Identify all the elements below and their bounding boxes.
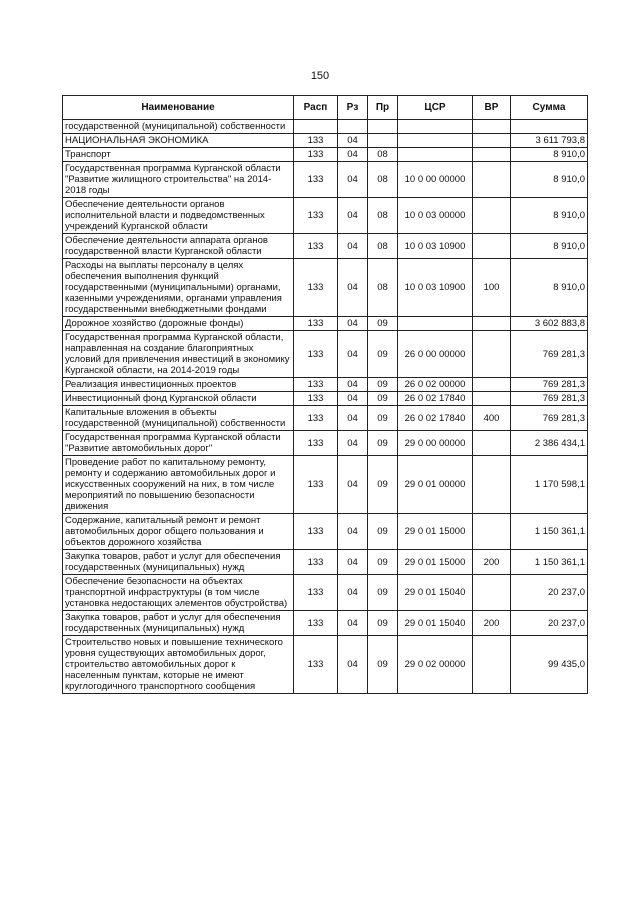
cell-rz: 04 (338, 134, 368, 148)
table-row (63, 514, 588, 550)
cell-sum: 8 910,0 (511, 259, 588, 317)
cell-pr: 09 (368, 575, 398, 611)
cell-sum: 99 435,0 (511, 636, 588, 694)
cell-rasp: 133 (294, 406, 338, 431)
table-row (63, 198, 588, 234)
cell-vr (473, 198, 511, 234)
cell-name: Капитальные вложения в объекты государственной (муниципальной) собственности (63, 406, 294, 431)
table-row (63, 575, 588, 611)
cell-sum: 1 150 361,1 (511, 514, 588, 550)
cell-rasp: 133 (294, 431, 338, 456)
cell-csr (398, 317, 473, 331)
cell-rasp: 133 (294, 636, 338, 694)
cell-rasp: 133 (294, 134, 338, 148)
cell-pr: 09 (368, 317, 398, 331)
cell-rz: 04 (338, 611, 368, 636)
cell-vr (473, 234, 511, 259)
header-sum: Сумма (511, 96, 588, 120)
table-row (63, 162, 588, 198)
cell-pr: 08 (368, 198, 398, 234)
table-row (63, 456, 588, 514)
cell-pr: 09 (368, 611, 398, 636)
cell-rz: 04 (338, 259, 368, 317)
cell-pr: 08 (368, 162, 398, 198)
cell-rasp: 133 (294, 392, 338, 406)
cell-rasp: 133 (294, 234, 338, 259)
cell-sum: 769 281,3 (511, 331, 588, 378)
cell-rz: 04 (338, 331, 368, 378)
cell-rz (338, 120, 368, 134)
cell-vr (473, 456, 511, 514)
cell-vr (473, 331, 511, 378)
cell-name: государственной (муниципальной) собственности (63, 120, 294, 134)
cell-rz: 04 (338, 406, 368, 431)
table-row (63, 331, 588, 378)
cell-csr: 29 0 02 00000 (398, 636, 473, 694)
cell-vr (473, 162, 511, 198)
cell-vr (473, 148, 511, 162)
cell-pr: 08 (368, 259, 398, 317)
cell-pr: 09 (368, 331, 398, 378)
table-row (63, 148, 588, 162)
cell-csr: 29 0 01 15040 (398, 575, 473, 611)
cell-sum: 8 910,0 (511, 198, 588, 234)
cell-name: НАЦИОНАЛЬНАЯ ЭКОНОМИКА (63, 134, 294, 148)
cell-vr (473, 120, 511, 134)
cell-sum: 20 237,0 (511, 611, 588, 636)
cell-name: Дорожное хозяйство (дорожные фонды) (63, 317, 294, 331)
cell-name: Инвестиционный фонд Курганской области (63, 392, 294, 406)
cell-csr: 29 0 01 00000 (398, 456, 473, 514)
cell-name: Государственная программа Курганской области "Развитие жилищного строительства" на 2014-2018 годы (63, 162, 294, 198)
cell-csr: 26 0 02 00000 (398, 378, 473, 392)
cell-sum: 1 150 361,1 (511, 550, 588, 575)
cell-csr: 10 0 03 00000 (398, 198, 473, 234)
cell-rasp: 133 (294, 331, 338, 378)
cell-rz: 04 (338, 575, 368, 611)
page-number: 150 (310, 70, 330, 82)
cell-csr: 26 0 02 17840 (398, 392, 473, 406)
cell-rz: 04 (338, 162, 368, 198)
cell-rz: 04 (338, 198, 368, 234)
cell-csr: 10 0 03 10900 (398, 234, 473, 259)
cell-pr: 09 (368, 378, 398, 392)
cell-csr (398, 148, 473, 162)
cell-sum: 20 237,0 (511, 575, 588, 611)
cell-vr (473, 431, 511, 456)
cell-vr (473, 575, 511, 611)
table-row (63, 317, 588, 331)
header-rasp: Расп (294, 96, 338, 120)
cell-pr: 09 (368, 406, 398, 431)
cell-csr: 26 0 02 17840 (398, 406, 473, 431)
table-row (63, 611, 588, 636)
cell-name: Закупка товаров, работ и услуг для обеспечения государственных (муниципальных) нужд (63, 550, 294, 575)
cell-rz: 04 (338, 456, 368, 514)
cell-pr (368, 134, 398, 148)
cell-name: Содержание, капитальный ремонт и ремонт автомобильных дорог общего пользования и объектов дорожного хозяйства (63, 514, 294, 550)
header-rz: Рз (338, 96, 368, 120)
cell-sum: 8 910,0 (511, 148, 588, 162)
cell-rasp: 133 (294, 514, 338, 550)
cell-csr: 29 0 00 00000 (398, 431, 473, 456)
cell-pr: 09 (368, 456, 398, 514)
cell-rz: 04 (338, 514, 368, 550)
cell-rasp (294, 120, 338, 134)
cell-sum: 2 386 434,1 (511, 431, 588, 456)
cell-name: Обеспечение безопасности на объектах транспортной инфраструктуры (в том числе установка недостающих элементов обустройства) (63, 575, 294, 611)
cell-rasp: 133 (294, 148, 338, 162)
cell-rasp: 133 (294, 456, 338, 514)
table-row (63, 431, 588, 456)
table-row (63, 550, 588, 575)
cell-sum: 3 611 793,8 (511, 134, 588, 148)
cell-rz: 04 (338, 636, 368, 694)
cell-rz: 04 (338, 431, 368, 456)
cell-name: Обеспечение деятельности органов исполнительной власти и подведомственных учреждений Курганской области (63, 198, 294, 234)
budget-table (62, 95, 588, 694)
cell-rasp: 133 (294, 378, 338, 392)
cell-pr (368, 120, 398, 134)
cell-csr (398, 120, 473, 134)
cell-pr: 08 (368, 148, 398, 162)
cell-csr (398, 134, 473, 148)
cell-rasp: 133 (294, 575, 338, 611)
header-name: Наименование (63, 96, 294, 120)
cell-name: Закупка товаров, работ и услуг для обеспечения государственных (муниципальных) нужд (63, 611, 294, 636)
cell-name: Реализация инвестиционных проектов (63, 378, 294, 392)
cell-name: Государственная программа Курганской области "Развитие автомобильных дорог" (63, 431, 294, 456)
header-pr: Пр (368, 96, 398, 120)
cell-sum: 769 281,3 (511, 392, 588, 406)
cell-name: Транспорт (63, 148, 294, 162)
header-vr: ВР (473, 96, 511, 120)
cell-vr (473, 514, 511, 550)
cell-sum: 8 910,0 (511, 234, 588, 259)
cell-name: Обеспечение деятельности аппарата органов государственной власти Курганской области (63, 234, 294, 259)
table-row (63, 120, 588, 134)
table-row (63, 406, 588, 431)
cell-sum: 769 281,3 (511, 406, 588, 431)
cell-pr: 09 (368, 550, 398, 575)
cell-sum: 1 170 598,1 (511, 456, 588, 514)
cell-csr: 10 0 00 00000 (398, 162, 473, 198)
cell-rz: 04 (338, 550, 368, 575)
cell-csr: 29 0 01 15000 (398, 550, 473, 575)
cell-csr: 26 0 00 00000 (398, 331, 473, 378)
table-row (63, 134, 588, 148)
cell-vr (473, 392, 511, 406)
cell-vr (473, 636, 511, 694)
cell-csr: 29 0 01 15000 (398, 514, 473, 550)
cell-pr: 09 (368, 636, 398, 694)
table-row (63, 392, 588, 406)
cell-csr: 29 0 01 15040 (398, 611, 473, 636)
cell-pr: 09 (368, 392, 398, 406)
cell-name: Строительство новых и повышение технического уровня существующих автомобильных дорог, строительство автомобильных дорог к населенным пунктам, которые не имеют круглогодичного транспортного сообщения (63, 636, 294, 694)
cell-rasp: 133 (294, 317, 338, 331)
cell-rz: 04 (338, 317, 368, 331)
header-row (63, 96, 588, 120)
table-row (63, 378, 588, 392)
cell-vr: 400 (473, 406, 511, 431)
cell-vr: 200 (473, 550, 511, 575)
header-csr: ЦСР (398, 96, 473, 120)
cell-rasp: 133 (294, 550, 338, 575)
cell-rz: 04 (338, 234, 368, 259)
cell-name: Проведение работ по капитальному ремонту, ремонту и содержанию автомобильных дорог и искусственных сооружений на них, в том числе мероприятий по повышению безопасности движения (63, 456, 294, 514)
cell-sum: 769 281,3 (511, 378, 588, 392)
cell-rasp: 133 (294, 162, 338, 198)
cell-csr: 10 0 03 10900 (398, 259, 473, 317)
cell-pr: 09 (368, 514, 398, 550)
cell-sum: 3 602 883,8 (511, 317, 588, 331)
cell-vr: 200 (473, 611, 511, 636)
cell-name: Государственная программа Курганской области, направленная на создание благоприятных условий для привлечения инвестиций в экономику Курганской области, на 2014-2019 годы (63, 331, 294, 378)
cell-vr (473, 134, 511, 148)
cell-vr (473, 317, 511, 331)
cell-rz: 04 (338, 378, 368, 392)
cell-rasp: 133 (294, 259, 338, 317)
cell-vr (473, 378, 511, 392)
cell-sum (511, 120, 588, 134)
cell-rasp: 133 (294, 198, 338, 234)
cell-rasp: 133 (294, 611, 338, 636)
table-body (63, 120, 588, 694)
cell-sum: 8 910,0 (511, 162, 588, 198)
cell-pr: 09 (368, 431, 398, 456)
table-row (63, 636, 588, 694)
cell-name: Расходы на выплаты персоналу в целях обеспечения выполнения функций государственными (муниципальными) органами, казенными учреждениями, органами управления государственными внебюджетными фондами (63, 259, 294, 317)
cell-pr: 08 (368, 234, 398, 259)
cell-rz: 04 (338, 148, 368, 162)
table-row (63, 234, 588, 259)
table-row (63, 259, 588, 317)
cell-vr: 100 (473, 259, 511, 317)
cell-rz: 04 (338, 392, 368, 406)
